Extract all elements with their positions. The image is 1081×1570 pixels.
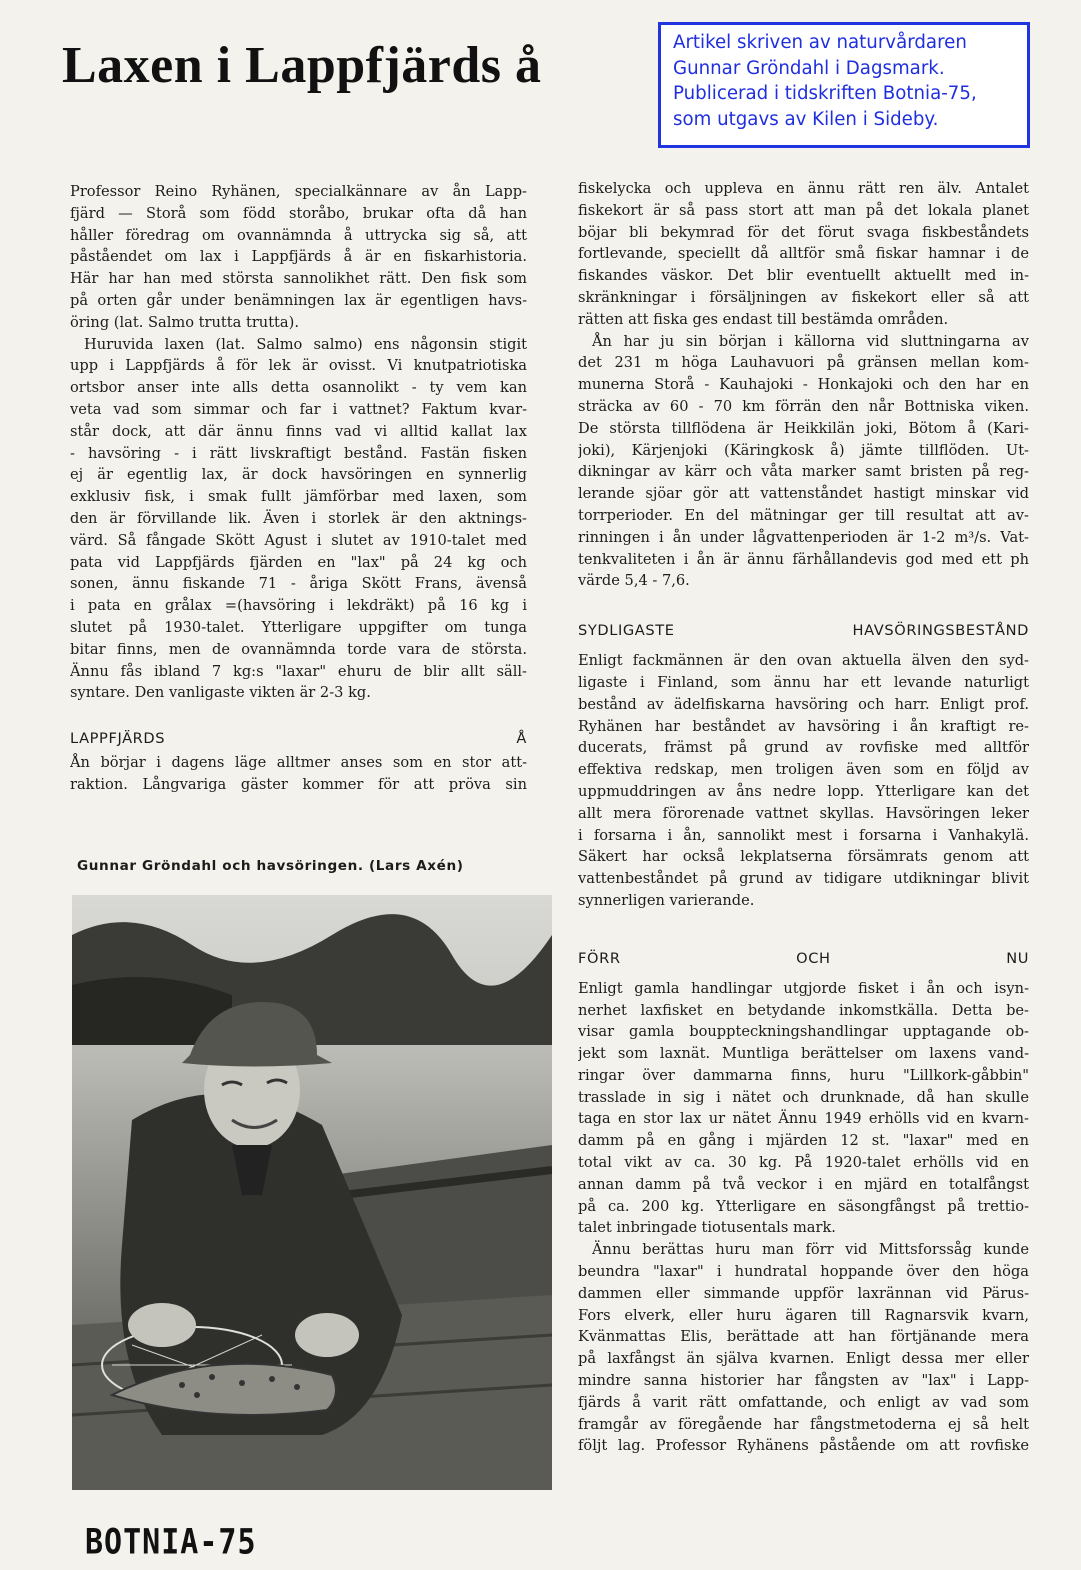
paragraph xyxy=(578,978,1029,1240)
photo-illustration xyxy=(72,895,552,1490)
text-line: damm på en gång i mjärden 12 st. "laxar" med en xyxy=(578,1132,1029,1150)
text-line: Ryhänen har beståndet av havsöring i ån kraftigt re- xyxy=(578,717,1029,735)
paragraph xyxy=(578,178,1029,331)
text-line: öring (lat. Salmo trutta trutta). xyxy=(70,313,299,331)
info-line: Gunnar Gröndahl i Dagsmark. xyxy=(673,57,945,79)
text-line: påståendet om lax i Lappfjärds å är en fiskarhistoria. xyxy=(70,248,527,266)
left-column xyxy=(70,181,527,796)
text-line: rätten att fiska ges endast till bestämda områden. xyxy=(578,310,949,328)
text-line: dikningar av kärr och våta marker samt bristen på reg- xyxy=(578,463,1029,481)
text-line: följt lag. Professor Ryhänens påstående om att rovfiske xyxy=(578,1437,1029,1455)
paragraph xyxy=(70,181,527,334)
text-line: ortsbor anser inte alls detta osannolikt - ty vem kan xyxy=(70,379,527,397)
text-line: värde 5,4 - 7,6. xyxy=(578,572,690,590)
text-line: skränkningar i försäljningen av fiskekort eller så att xyxy=(578,288,1029,306)
photo-man-with-sea-trout xyxy=(72,895,552,1490)
text-line: i forsarna i ån, sannolikt mest i forsarna i Vanhakylä. xyxy=(578,826,1029,844)
text-line: ej är egentlig lax, är dock havsöringen en synnerlig xyxy=(70,466,527,484)
text-line: pata vid Lappfjärds fjärden en "lax" på 24 kg och xyxy=(70,553,527,571)
paragraph xyxy=(70,334,527,705)
text-line: jekt som laxnät. Muntliga berättelser om laxens vand- xyxy=(578,1045,1029,1063)
right-column xyxy=(578,178,1029,1457)
text-line: Fors elverk, eller huru ägaren till Ragnarsvik kvarn, xyxy=(578,1306,1029,1324)
text-line: slutet på 1930-talet. Ytterligare uppgifter om tunga xyxy=(70,618,527,636)
text-line: Ännu berättas huru man förr vid Mittsforssåg kunde xyxy=(592,1241,1029,1259)
text-line: Här har han med största sannolikhet rätt. Den fisk som xyxy=(70,270,527,288)
section-heading: FÖRR OCH NU xyxy=(578,949,1029,967)
text-line: torrperioder. En del mätningar ger till resultat att av- xyxy=(578,506,1029,524)
text-line: sonen, ännu fiskande 71 - åriga Skött Frans, ävenså xyxy=(70,575,527,593)
text-line: fiskelycka och uppleva en ännu rätt ren älv. Antalet xyxy=(578,180,1029,197)
text-line: håller föredrag om ovannämnda å uttrycka sig så, att xyxy=(70,226,527,244)
text-line: - havsöring - i rätt livskraftigt bestånd. Fastän fisken xyxy=(70,444,527,462)
text-line: böjar bli bekymrad för det förut svaga fiskbeståndets xyxy=(578,223,1029,241)
text-line: allt mera förorenade vattnet skyllas. Havsöringen leker xyxy=(578,804,1029,822)
text-line: på laxfångst än själva kvarnen. Enligt dessa mer eller xyxy=(578,1350,1029,1368)
text-line: bitar finns, men de ovannämnda torde vara de största. xyxy=(70,640,527,658)
text-line: beundra "laxar" i hundratal hoppande över den höga xyxy=(578,1263,1029,1281)
text-line: ringar över dammarna finns, huru "Lillkork-gåbbin" xyxy=(578,1066,1029,1084)
text-line: det 231 m höga Lauhavuori på gränsen mellan kom- xyxy=(578,354,1029,372)
text-line: Kvänmattas Elis, berättade att han förtjänande mera xyxy=(578,1328,1029,1346)
text-line: ligaste i Finland, som ännu har ett levande naturligt xyxy=(578,673,1029,691)
text-line: effektiva redskap, men troligen även som en följd av xyxy=(578,761,1029,779)
text-line: uppmuddringen av åns nedre lopp. Ytterligare kan det xyxy=(578,782,1029,800)
photo-caption: Gunnar Gröndahl och havsöringen. (Lars Axén) xyxy=(77,858,464,874)
section-heading: SYDLIGASTE HAVSÖRINGSBESTÅND xyxy=(578,622,1029,640)
section-heading: LAPPFJÄRDS Å xyxy=(70,730,527,748)
text-line: annan damm på två veckor i en mjärd en totalfångst xyxy=(578,1175,1029,1193)
text-line: raktion. Långvariga gäster kommer för att pröva sin xyxy=(70,775,527,793)
text-line: Ån börjar i dagens läge alltmer anses som en stor att- xyxy=(70,754,527,772)
text-line: syntare. Den vanligaste vikten är 2-3 kg. xyxy=(70,684,371,702)
text-line: munerna Storå - Kauhajoki - Honkajoki och den har en xyxy=(578,376,1029,394)
text-line: Professor Reino Ryhänen, specialkännare av ån Lapp- xyxy=(70,183,527,200)
info-box xyxy=(658,22,1030,148)
text-line: tenkvaliteten i ån är ännu färhållandevis god med ett ph xyxy=(578,550,1029,568)
text-line: på ca. 200 kg. Ytterligare en säsongfångst på trettio- xyxy=(578,1197,1029,1215)
text-line: exklusiv fisk, i smak fullt jämförbar med laxen, som xyxy=(70,488,527,506)
text-line: ducerats, främst på grund av rovfiske med alltför xyxy=(578,739,1029,757)
info-line: Artikel skriven av naturvårdaren xyxy=(673,32,967,53)
text-line: sträcka av 60 - 70 km förrän den når Bottniska viken. xyxy=(578,397,1029,415)
text-line: upp i Lappfjärds å för lek är ovisst. Vi knutpatriotiska xyxy=(70,357,527,375)
text-line: veta vad som simmar och far i vattnet? Faktum kvar- xyxy=(70,400,527,418)
text-line: joki), Kärjenjoki (Käringkosk å) jämte tillflöden. Ut- xyxy=(578,441,1029,459)
text-line: fortlevande, speciellt då alltför små fiskar hamnar i de xyxy=(578,245,1029,263)
text-line: nerhet laxfisket en betydande inkomstkälla. Detta be- xyxy=(578,1001,1029,1019)
text-line: vattenbeståndet på grund av tidigare utdikningar blivit xyxy=(578,870,1029,888)
text-line: visar gamla bouppteckningshandlingar upptagande ob- xyxy=(578,1023,1029,1041)
text-line: trasslade in sig i nätet och drunknade, då han skulle xyxy=(578,1088,1029,1106)
article-title: Laxen i Lappfjärds å xyxy=(62,37,542,94)
magazine-logo: BOTNIA-75 xyxy=(85,1522,257,1563)
text-line: mindre sanna historier har fångsten av "lax" i Lapp- xyxy=(578,1372,1029,1390)
text-line: Ån har ju sin början i källorna vid sluttningarna av xyxy=(592,332,1029,350)
text-line: fiskekort är så pass stort att man på det lokala planet xyxy=(578,201,1029,219)
text-line: fiskandes väskor. Det blir eventuellt aktuellt med in- xyxy=(578,267,1029,285)
info-line: Publicerad i tidskriften Botnia-75, xyxy=(673,83,977,104)
text-line: Enligt fackmännen är den ovan aktuella älven den syd- xyxy=(578,652,1029,670)
paragraph xyxy=(70,752,527,796)
text-line: talet inbringade tiotusentals mark. xyxy=(578,1219,836,1237)
paragraph xyxy=(578,650,1029,912)
text-line: rinningen i ån under lågvattenperioden är 1-2 m³/s. Vat- xyxy=(578,528,1029,546)
text-line: lerande sjöar gör att vattenståndet hastigt minskar vid xyxy=(578,485,1029,503)
info-line: som utgavs av Kilen i Sideby. xyxy=(673,108,939,130)
text-line: i pata en grålax =(havsöring i lekdräkt) på 16 kg i xyxy=(70,597,527,615)
text-line: dammen eller simmande uppför laxrännan vid Pärus- xyxy=(578,1284,1029,1302)
text-line: står dock, att där ännu finns vad vi alltid kallat lax xyxy=(70,422,527,440)
text-line: värd. Så fångade Skött Agust i slutet av 1910-talet med xyxy=(70,531,527,549)
text-line: Ännu fås ibland 7 kg:s "laxar" ehuru de blir allt säll- xyxy=(70,662,527,680)
text-line: Enligt gamla handlingar utgjorde fisket i ån och isyn- xyxy=(578,979,1029,997)
text-line: den är förvillande lik. Även i storlek är den aktnings- xyxy=(70,509,527,527)
text-line: synnerligen varierande. xyxy=(578,891,755,909)
text-line: framgår av föregående har fångstmetoderna ej så helt xyxy=(578,1415,1029,1433)
text-line: Säkert har också lekplatserna försämrats genom att xyxy=(578,848,1029,866)
text-line: total vikt av ca. 30 kg. På 1920-talet erhölls vid en xyxy=(578,1154,1029,1172)
paragraph xyxy=(578,331,1029,593)
text-line: De största tillflödena är Heikkilän joki, Bötom å (Kari- xyxy=(578,419,1029,437)
text-line: fjärd — Storå som född storåbo, brukar ofta då han xyxy=(70,204,527,222)
text-line: fjärds å varit rätt omfattande, och enligt av vad som xyxy=(578,1393,1029,1411)
paragraph xyxy=(578,1239,1029,1457)
text-line: taga en stor lax ur nätet Ännu 1949 erhölls vid en kvarn- xyxy=(578,1110,1029,1128)
text-line: bestånd av ädelfiskarna havsöring och harr. Enligt prof. xyxy=(578,695,1029,713)
text-line: på orten går under benämningen lax är egentligen havs- xyxy=(70,291,527,309)
text-line: Huruvida laxen (lat. Salmo salmo) ens någonsin stigit xyxy=(84,335,527,353)
